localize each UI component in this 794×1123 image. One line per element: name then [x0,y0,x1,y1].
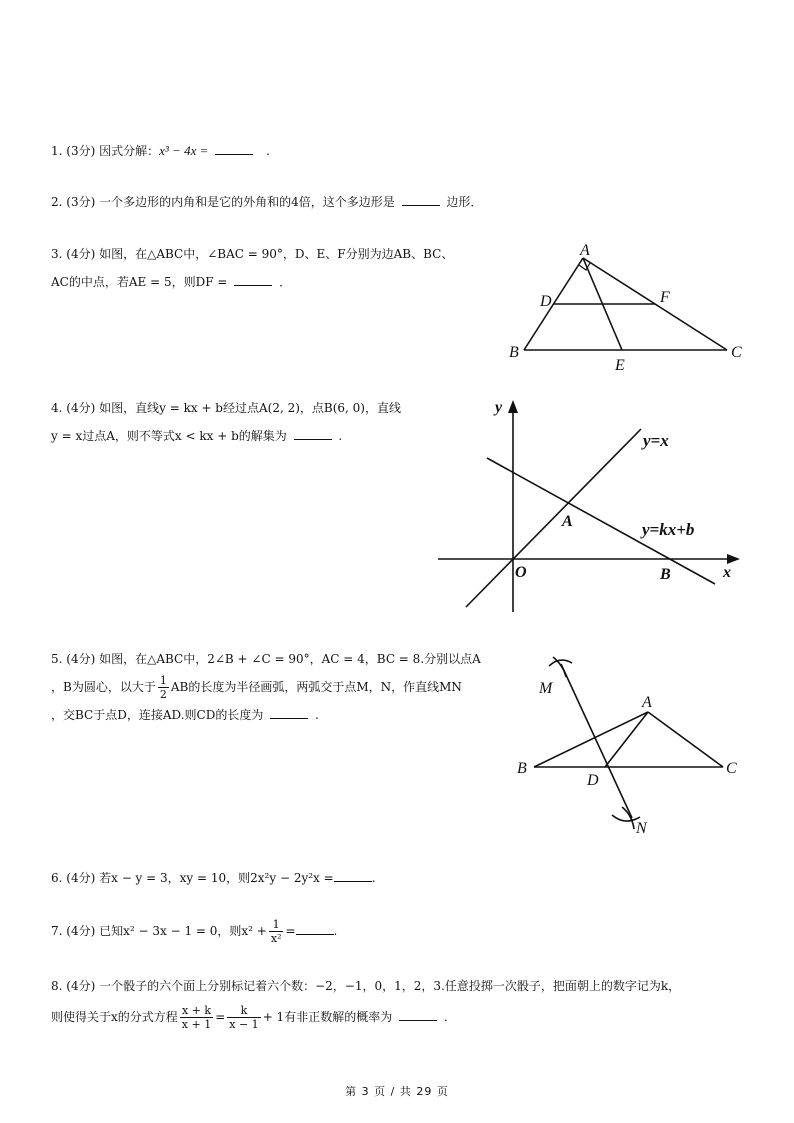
label-e: E [615,357,625,374]
figure-3-triangle [500,240,760,375]
answer-blank[interactable] [402,192,440,206]
label-point-a: A [562,513,573,530]
label-a: A [580,242,590,259]
q-text-end: . [266,144,270,158]
q-number: 3. [51,247,63,261]
fraction-k-over-x-minus-1: $\frac{k}{x - 1}$ [229,1004,259,1031]
label-line-kx-b: y=kx+b [642,520,695,539]
x-axis-arrow [727,554,740,564]
label-y-axis: y [495,399,503,416]
label-b: B [509,344,519,361]
fraction-one-over-x-squared: $\frac{1}{\text{x²}}$ [270,918,282,945]
figure-4-graph [430,390,750,620]
q-text: ，交BC于点D，连接AD.则CD的长度为 [51,708,264,722]
label-line-y-x: y=x [643,431,669,450]
q-text-end: 边形． [446,195,483,209]
question-1 [51,137,270,165]
q-text-end: . [333,924,338,938]
q-text: ，B为圆心，以大于 [51,680,156,694]
q-number: 8. [51,979,63,993]
question-8 [51,972,680,1034]
answer-blank[interactable] [296,921,334,935]
segment-ac [648,712,723,767]
q-score: (4分) [66,652,96,666]
q-text: AB的长度为半径画弧，两弧交于点M，N，作直线MN [170,680,462,694]
q-score: (4分) [66,401,96,415]
q-text: 则使得关于x的分式方程 [51,1010,178,1024]
q-line [51,645,481,673]
q-text: + 1有非正数解的概率为 [262,1010,393,1024]
answer-blank[interactable] [234,272,272,286]
q-text-end: . [371,871,376,885]
segment-ad [605,712,648,767]
label-d: D [540,293,552,310]
q-math: x³ − 4x = [159,143,209,158]
q-line [51,1000,680,1034]
q-text: 一个骰子的六个面上分别标记着六个数：−2，−1，0，1，2，3.任意投掷一次骰子，把面朝上的数字记为k， [99,979,681,993]
fraction-half: $\frac{1}{2}$ [159,674,167,701]
q-text: 如图，在△ABC中，2∠B + ∠C = 90°，AC = 4，BC = 8.分别以点A [99,652,481,666]
q-equals: = [285,924,296,938]
q-score: (4分) [66,871,96,885]
question-3 [51,240,453,296]
question-5 [51,645,481,729]
q-text: 如图，在△ABC中，∠BAC = 90°，D、E、F分别为边AB、BC、 [99,247,454,261]
q-line [51,673,481,701]
q-number: 4. [51,401,63,415]
q-number: 6. [51,871,63,885]
line-mn [561,664,632,818]
q-line [51,972,680,1000]
answer-blank[interactable] [215,141,253,155]
q-text: 一个多边形的内角和是它的外角和的4倍，这个多边形是 [99,195,395,209]
label-a: A [642,694,652,711]
q-line [51,240,453,268]
label-b: B [517,760,527,777]
q-text-end: ． [279,275,292,289]
q-number: 5. [51,652,63,666]
q-score: (4分) [66,247,96,261]
q-text-end: . [314,708,319,722]
question-6 [51,864,376,892]
q-text: 如图，直线y = kx + b经过点A(2, 2)，点B(6, 0)，直线 [99,401,401,415]
answer-blank[interactable] [399,1007,437,1021]
q-text-end: . [338,429,343,443]
q-number: 1. [51,144,63,158]
label-c: C [726,760,737,777]
q-text: 已知x² − 3x − 1 = 0，则x² + [99,924,267,938]
label-c: C [731,344,742,361]
q-score: (4分) [66,924,96,938]
fraction-x-plus-k: $\frac{x + k}{x + 1}$ [181,1004,212,1031]
q-text: y = x过点A，则不等式x < kx + b的解集为 [51,429,287,443]
label-origin: O [515,564,527,581]
answer-blank[interactable] [294,426,332,440]
label-n: N [636,820,647,837]
q-line [51,394,401,422]
q-text: 因式分解： [99,144,160,158]
question-2 [51,188,482,216]
q-line [51,268,453,296]
question-7 [51,914,337,948]
label-f: F [660,289,670,306]
answer-blank[interactable] [334,868,372,882]
q-score: (4分) [66,979,96,993]
line-y-equals-x [466,429,641,607]
label-d: D [587,772,599,789]
y-axis-arrow [508,400,518,413]
page-footer: 第 3 页 / 共 29 页 [345,1085,449,1098]
figure-5-triangle [510,645,745,840]
label-point-b: B [660,566,671,583]
q-line [51,422,401,450]
label-m: M [539,680,553,697]
q-line [51,701,481,729]
question-4 [51,394,401,450]
q-score: (3分) [66,144,96,158]
q-text: AC的中点，若AE = 5，则DF = [51,275,228,289]
q-text: 若x − y = 3，xy = 10，则2x²y − 2y²x = [99,871,334,885]
segment-ab [534,712,648,767]
q-number: 7. [51,924,63,938]
q-number: 2. [51,195,63,209]
label-x-axis: x [723,564,731,581]
answer-blank[interactable] [270,705,308,719]
q-text-end: . [443,1010,448,1024]
q-equals: = [215,1010,226,1024]
q-score: (3分) [66,195,96,209]
